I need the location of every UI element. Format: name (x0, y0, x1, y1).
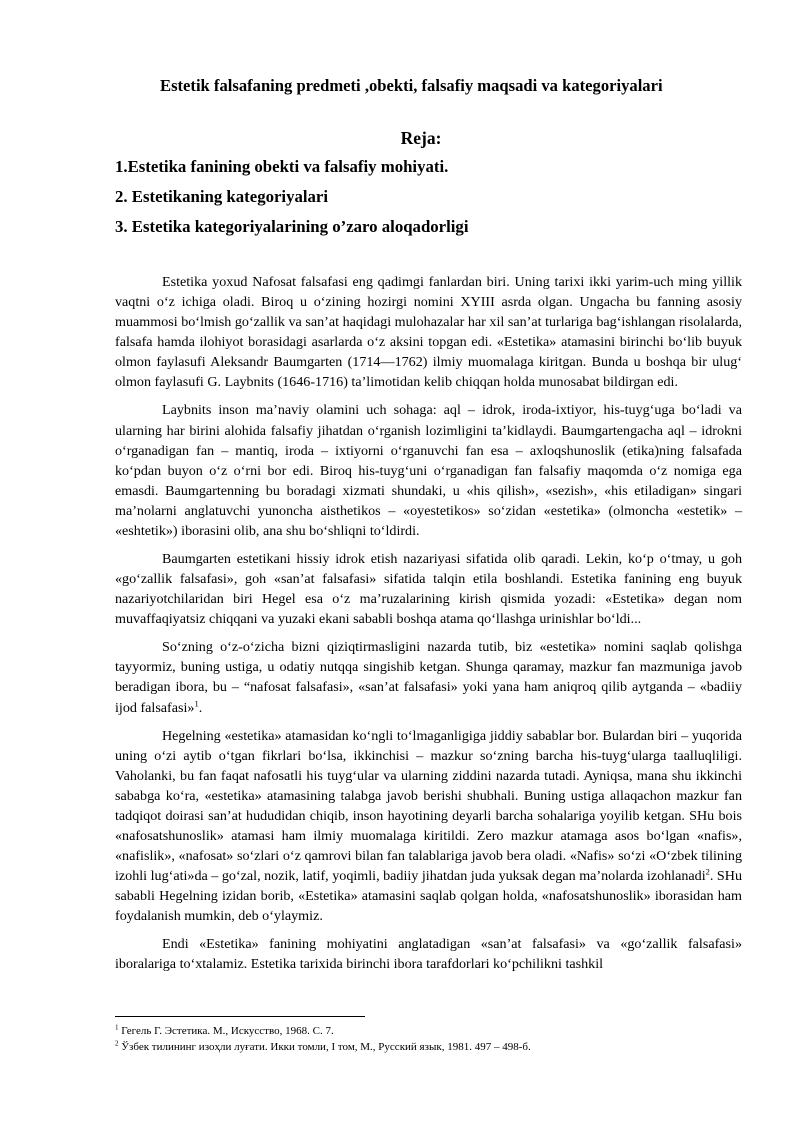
paragraph-4-end: . (198, 699, 203, 716)
footnote-2 (115, 1039, 742, 1055)
body-text (115, 272, 742, 982)
footnote-ref-1: 1 (194, 697, 199, 708)
paragraph-4-text: So‘zning o‘z-o‘zicha bizni qiziqtirmasligini nazarda tutib, biz «estetika» nomini saqlab qolishga tayyormiz, buning ustiga, u odatiy nutqqa singishib ketgan. Shunga qaramay, mazkur fan mazmuniga javob beradigan ibora, bu – “nafosat falsafasi», «san’at falsafasi» yoki yana ham aniqroq qilib aytganda – «badiiy ijod falsafasi» (115, 639, 742, 716)
document-title: Estetik falsafaning predmeti ,obekti, falsafiy maqsadi va kategoriyalari (160, 76, 663, 95)
footnotes (115, 1023, 742, 1055)
footnote-separator (115, 1016, 365, 1017)
footnote-ref-2: 2 (705, 866, 710, 877)
plan-item-2: 2. Estetikaning kategoriyalari (115, 187, 329, 206)
paragraph-1: Estetika yoxud Nafosat falsafasi eng qadimgi fanlardan biri. Uning tarixi ikki yarim-uch ming yillik vaqtni o‘z ichiga oladi. Biroq u o‘zining hozirgi nomini XYIII asrda olgan. Ungacha bu fanning asosiy muammosi bo‘lmish go‘zallik va san’at haqidagi mulohazalar har xil san’at turlariga bag‘ishlangan risolalarda, falsafa hamda ilohiyot borasidagi asarlarda o‘z aksini topgan edi. «Estetika» atamasini birinchi bo‘lib buyuk olmon faylasufi Aleksandr Baumgarten (1714—1762) ilmiy muomalaga kiritgan. Bunda u boshqa bir ulug‘ olmon faylasufi G. Laybnits (1646-1716) ta’limotidan kelib chiqqan holda munosabat bildirgan edi. (115, 274, 742, 391)
paragraph-2: Laybnits inson ma’naviy olamini uch sohaga: aql – idrok, iroda-ixtiyor, his-tuyg‘uga bo‘ladi va ularning har birini alohida falsafiy jihatdan o‘rganish lozimligini ta’kidlaydi. Baumgartengacha aql – idrokni o‘rganadigan fan – mantiq, iroda – ixtiyorni o‘rganuvchi fan esa – axloqshunoslik (etika)ning falsafada ko‘pdan buyon o‘z o‘rni bor edi. Biroq his-tuyg‘uni o‘rganadigan fan falsafiy maqomda o‘z nomiga ega emasdi. Baumgartenning bu boradagi xizmati shundaki, u «his qilish», «sezish», «his etiladigan» singari ma’nolarni anglatuvchi yunoncha aisthetikos – «oyestetikos» so‘zidan «estetika» (olmoncha «estetik» – «eshtetik») iborasini olib, ana shu bo‘shliqni to‘ldirdi. (115, 402, 742, 540)
footnote-1-mark: 1 (115, 1023, 119, 1032)
paragraph-6: Endi «Estetika» fanining mohiyatini anglatadigan «san’at falsafasi» va «go‘zallik falsafasi» iboralariga to‘xtalamiz. Estetika tarixida birinchi ibora tarafdorlari ko‘pchilikni tashkil (115, 936, 742, 973)
plan-heading: Reja: (400, 128, 442, 148)
plan-item-3: 3. Estetika kategoriyalarining o’zaro aloqadorligi (115, 217, 469, 236)
plan-item-1: 1.Estetika fanining obekti va falsafiy mohiyati. (115, 157, 449, 176)
paragraph-5 (115, 726, 742, 927)
paragraph-5-text: Hegelning «estetika» atamasidan ko‘ngli to‘lmaganligiga jiddiy sabablar bor. Bulardan biri – yuqorida uning o‘zi aytib o‘tgan fikrlari bo‘lsa, ikkinchisi – mazkur so‘zning barcha his-tuyg‘ularga taalluqliligi. Vaholanki, bu fan faqat nafosatli his tuyg‘ular va ularning ziddini nazarda tutadi. Ayniqsa, mana shu ikkinchi sababga ko‘ra, «estetika» atamasining talabga javob berishi shubhali. Buning ustiga allaqachon mazkur fan tadqiqot doirasi san’at hududidan chiqib, inson hayotining deyarli barcha sohalariga yoyilib ketgan. SHu bois «nafosatshunoslik» atamasi ham ilmiy muomalaga kiritildi. Zero mazkur atamaga asos bo‘lgan «nafis», «nafislik», «nafosat» so‘zlari o‘z qamrovi bilan fan talablariga javob bera oladi. «Nafis» so‘zi «O‘zbek tilining izohli lug‘ati»da – go‘zal, nozik, latif, yoqimli, badiiy jihatdan juda yuksak degan ma’nolarda izohlanadi (115, 727, 742, 885)
footnote-1 (115, 1023, 742, 1039)
paragraph-3: Baumgarten estetikani hissiy idrok etish nazariyasi sifatida olib qaradi. Lekin, ko‘p o‘tmay, u goh «go‘zallik falsafasi», goh «san’at falsafasi» sifatida talqin etila boshlandi. Estetika fanining eng buyuk nazariyotchilaridan biri Hegel esa o‘z ma’ruzalarining kirish qismida yozadi: «Estetika» degan nom muvaffaqiyatsiz chiqqani va yuzaki ekani sababli boshqa atama qo‘llashga urinishlar bo‘ldi... (115, 551, 742, 628)
paragraph-4 (115, 637, 742, 717)
footnote-1-text: Гегель Г. Эстетика. М., Искусство, 1968. С. 7. (121, 1025, 334, 1037)
footnote-2-mark: 2 (115, 1039, 119, 1048)
footnote-2-text: Ўзбек тилининг изоҳли луғати. Икки томли, I том, М., Русский язык, 1981. 497 – 498-б. (121, 1041, 531, 1053)
paragraph-5-tail: . SHu sababli Hegelning izidan borib, «Estetika» atamasini saqlab qolgan holda, «nafosatshunoslik» iborasidan ham foydalanish mumkin, deb o‘ylaymiz. (115, 868, 742, 925)
